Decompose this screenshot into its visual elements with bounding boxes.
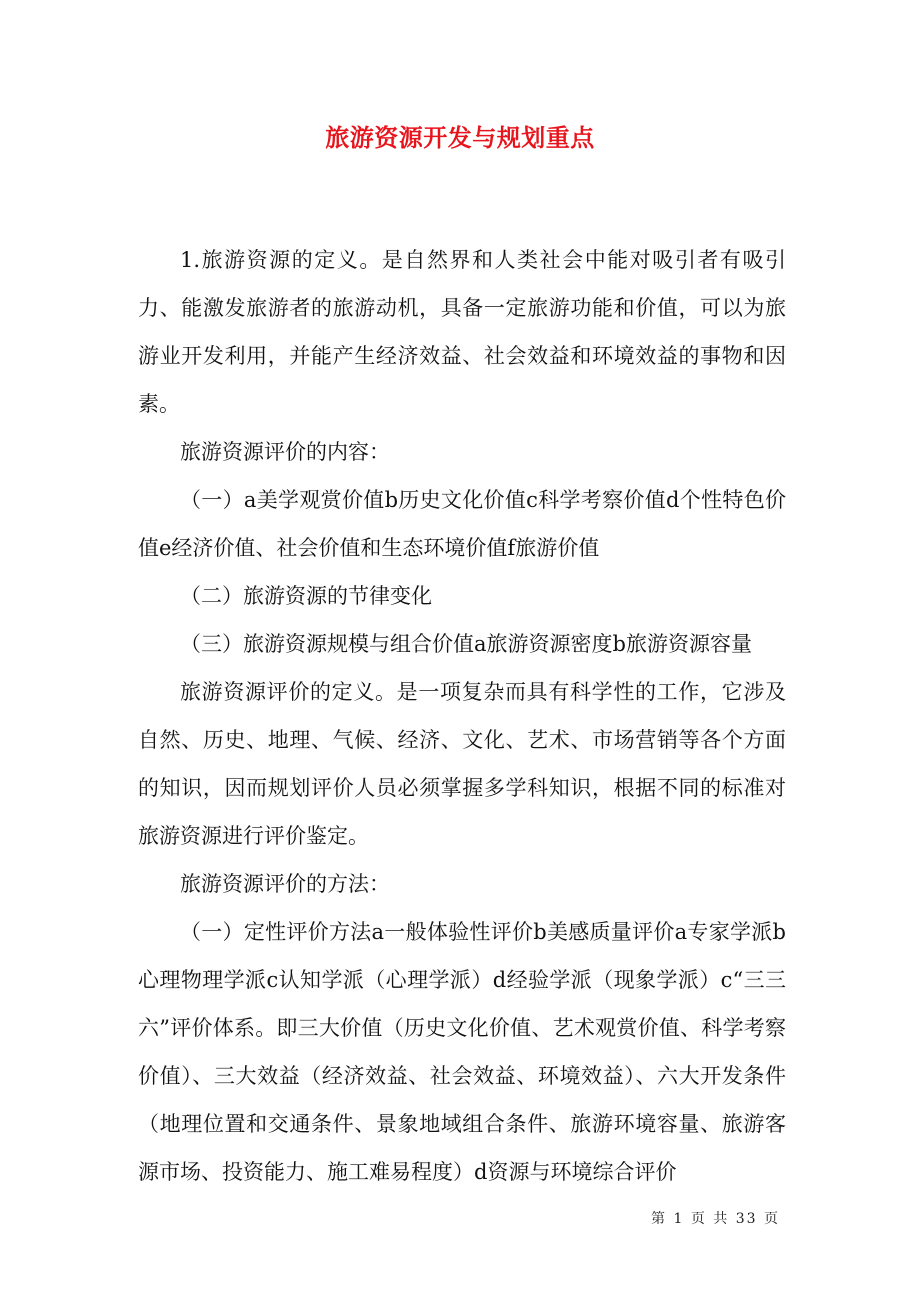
paragraph-evaluation-content-heading: 旅游资源评价的内容： (180, 440, 390, 464)
paragraph-item-2: （二）旅游资源的节律变化 (180, 584, 432, 608)
page-number: 第 1 页 共 33 页 (651, 1211, 780, 1227)
paragraph-qualitative-methods: （一）定性评价方法a一般体验性评价b美感质量评价a专家学派b心理物理学派c认知学派（心理学派）d经验学派（现象学派）c“三三六”评价体系。即三大价值（历史文化价值、艺术观赏价值、科学考察价值）、三大效益（经济效益、社会效益、环境效益）、六大开发条件（地理位置和交通条件、景象地域组合条件、旅游环境容量、旅游客源市场、投资能力、施工难易程度）d资源与环境综合评价 (138, 920, 786, 1184)
document-title: 旅游资源开发与规划重点 (325, 123, 595, 152)
paragraph-item-1: （一）a美学观赏价值b历史文化价值c科学考察价值d个性特色价值e经济价值、社会价值和生态环境价值f旅游价值 (138, 488, 786, 560)
paragraph-evaluation-definition: 旅游资源评价的定义。是一项复杂而具有科学性的工作，它涉及自然、历史、地理、气候、经济、文化、艺术、市场营销等各个方面的知识，因而规划评价人员必须掌握多学科知识，根据不同的标准对旅游资源进行评价鉴定。 (138, 680, 786, 848)
paragraph-evaluation-methods-heading: 旅游资源评价的方法： (180, 872, 390, 896)
paragraph-definition: 1.旅游资源的定义。是自然界和人类社会中能对吸引者有吸引力、能激发旅游者的旅游动机，具备一定旅游功能和价值，可以为旅游业开发利用，并能产生经济效益、社会效益和环境效益的事物和因素。 (138, 248, 786, 416)
paragraph-item-3: （三）旅游资源规模与组合价值a旅游资源密度b旅游资源容量 (180, 632, 752, 656)
document-body (138, 236, 786, 1196)
